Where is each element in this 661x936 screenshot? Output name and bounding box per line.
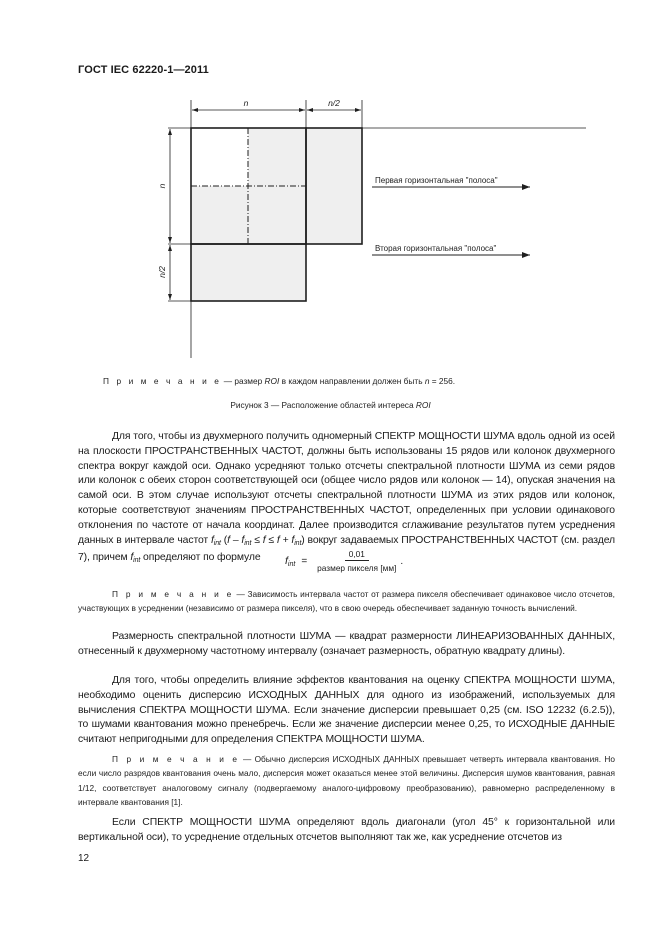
band-1-label: Первая горизонтальная "полоса" [375,176,498,185]
page-number: 12 [78,853,90,864]
formula-f-int: $f_{int}$ = $\frac{0,01}{\text{размер пикселя [мм]}}$ . [285,549,404,573]
dim-top-n: n [243,98,249,108]
roi-top-right-quarter [248,128,306,186]
roi-diagram-svg [0,0,661,380]
formula-fraction [313,549,400,573]
note-2: П р и м е ч а н и е — Зависимость интервала частот от размера пикселя обеспечивает одинаковое число отсчетов, участвующих в усреднении (независимо от размера пикселя), что в свою очередь обеспечивает заданную точность вычислений. [78,589,615,614]
roi-right-rect [306,128,362,244]
dim-left-n-half: n/2 [157,266,167,278]
band-2-label: Вторая горизонтальная "полоса" [375,244,497,253]
figure-roi-diagram [0,0,661,380]
figure-caption: Рисунок 3 — Расположение областей интереса ROI [230,400,431,410]
dim-top-n-half: n/2 [328,98,340,108]
roi-regions [191,128,362,301]
roi-bottom-rect [191,244,306,301]
note-3: П р и м е ч а н и е — Обычно дисперсия ИСХОДНЫХ ДАННЫХ превышает четверть интервала квантования. Но если число разрядов квантования очень мало, дисперсия может оказаться менее этой величины. Дисперсия шумов квантования, равная 1/12, соответствует аналоговому сигналу (подвергаемому аналого-цифровому преобразованию), равномерно распределенному в интервале квантования [1]. [78,754,615,808]
formula-numerator: 0,01 [345,549,369,561]
formula-denominator: размер пикселя [мм] [317,563,397,573]
dim-left-n: n [157,183,167,189]
paragraph-2: Размерность спектральной плотности ШУМА — квадрат размерности ЛИНЕАРИЗОВАННЫХ ДАННЫХ, отнесенный к двухмерному частотному интервалу (означает размерность, обратную квадрату длины). [78,631,615,657]
paragraph-3: Для того, чтобы определить влияние эффектов квантования на оценку СПЕКТРА МОЩНОСТИ ШУМА, необходимо оценить дисперсию ИСХОДНЫХ ДАННЫХ для одного из изображений, используемых для вычисления СПЕКТРА МОЩНОСТИ ШУМА. Если значение дисперсии превышает 0,25 (см. ISO 12232 (6.2.5)), то шумами квантования можно пренебречь. Если же значение дисперсии менее 0,25, то ИСХОДНЫЕ ДАННЫЕ считают непригодными для определения СПЕКТРА МОЩНОСТИ ШУМА. [78,675,615,746]
note-label: П р и м е ч а н и е [103,376,222,386]
paragraph-1: Для того, чтобы из двухмерного получить одномерный СПЕКТР МОЩНОСТИ ШУМА вдоль одной из осей на плоскости ПРОСТРАНСТВЕННЫХ ЧАСТОТ, должны быть использованы 15 рядов или колонок двухмерного спектра вокруг каждой оси. Однако усредняют только отсчеты спектральной плотности ШУМА из семи рядов или колонок с обеих сторон соответствующей оси (общее число рядов или колонок — 14), опуская значения на самой оси. В этом случае используют отсчеты спектральной плотности ШУМА из этих рядов или колонок, которые соответствуют значениям ПРОСТРАНСТВЕННЫХ ЧАСТОТ, определенных при условии одинакового отклонения по частоте от начала координат. Далее производится сглаживание результатов путем усреднения данных в интервале частот $f_{int}$ $(f - f_{int} \le f \le f + f_{int})$ вокруг задаваемых ПРОСТРАНСТВЕННЫХ ЧАСТОТ (см. раздел 7), причем $f_{int}$ определяют по формуле [78,431,615,565]
figure-note: П р и м е ч а н и е — размер ROI в каждом направлении должен быть n = 256. [103,376,456,386]
formula-lhs: $f_{int}$ [285,554,296,568]
paragraph-4: Если СПЕКТР МОЩНОСТИ ШУМА определяют вдоль диагонали (угол 45° к горизонтальной или вертикальной оси), то усреднение отдельных отсчетов выполняют так же, как усреднение отсчетов из [78,817,615,843]
document-header: ГОСТ IEC 62220-1—2011 [78,64,209,76]
